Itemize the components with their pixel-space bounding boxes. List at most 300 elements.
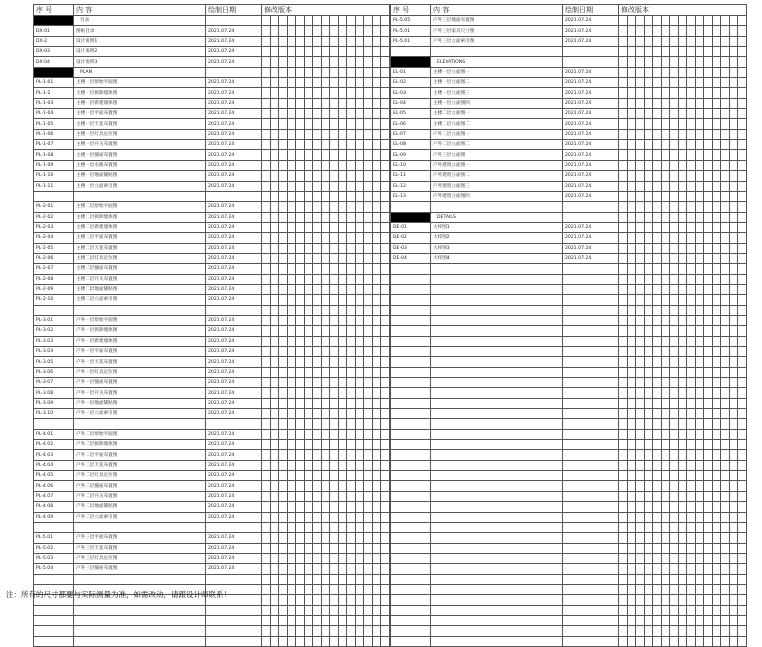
- cell-date: 2021.07.24: [206, 491, 262, 501]
- revision-cell: [729, 398, 738, 408]
- revision-cell: [287, 367, 296, 377]
- revision-cell: [279, 429, 288, 439]
- revision-cell: [270, 47, 279, 57]
- cell-date: [563, 419, 619, 429]
- revision-cell: [321, 502, 330, 512]
- revision-cell: [279, 419, 288, 429]
- cell-number: [391, 553, 431, 563]
- revision-cell: [381, 181, 390, 191]
- table-row: [34, 533, 390, 543]
- revision-cell: [270, 222, 279, 232]
- revision-cell: [653, 502, 662, 512]
- revision-cell: [321, 98, 330, 108]
- revision-cell: [313, 419, 322, 429]
- revision-cell: [381, 129, 390, 139]
- revision-cell: [644, 119, 653, 129]
- revision-cell: [279, 553, 288, 563]
- revision-cell: [296, 57, 305, 67]
- revision-cell: [653, 253, 662, 263]
- revision-cell: [627, 378, 636, 388]
- revision-cell: [330, 522, 339, 532]
- revision-cell: [653, 398, 662, 408]
- table-row: [34, 253, 390, 263]
- cell-date: [563, 615, 619, 625]
- revision-cell: [712, 347, 721, 357]
- revision-cell: [330, 233, 339, 243]
- revision-cell: [287, 357, 296, 367]
- revision-cell: [687, 305, 696, 315]
- revision-cell: [381, 16, 390, 26]
- revision-cell: [695, 491, 704, 501]
- revision-cell: [729, 543, 738, 553]
- revision-cell: [695, 222, 704, 232]
- revision-cell: [695, 129, 704, 139]
- cell-number: [391, 543, 431, 553]
- cell-number: EL-11: [391, 171, 431, 181]
- revision-cell: [738, 160, 747, 170]
- revision-cell: [661, 409, 670, 419]
- revision-cell: [338, 264, 347, 274]
- cell-number: [391, 326, 431, 336]
- revision-cell: [279, 615, 288, 625]
- revision-cell: [262, 222, 271, 232]
- revision-cell: [729, 626, 738, 636]
- revision-cell: [313, 502, 322, 512]
- drawing-index-table-right: [390, 4, 747, 647]
- revision-cell: [338, 243, 347, 253]
- revision-cell: [738, 305, 747, 315]
- revision-cell: [372, 233, 381, 243]
- cell-content: 户外二层开关布置图: [74, 491, 206, 501]
- revision-cell: [313, 574, 322, 584]
- revision-cell: [729, 315, 738, 325]
- revision-cell: [304, 78, 313, 88]
- revision-cell: [712, 274, 721, 284]
- cell-content: [74, 191, 206, 201]
- revision-cell: [627, 140, 636, 150]
- revision-cell: [321, 264, 330, 274]
- revision-cell: [330, 574, 339, 584]
- cell-number: PL-1-03: [34, 98, 74, 108]
- revision-cell: [619, 326, 628, 336]
- revision-cell: [287, 419, 296, 429]
- revision-cell: [661, 160, 670, 170]
- revision-cell: [729, 222, 738, 232]
- revision-cell: [619, 533, 628, 543]
- cell-content: 主楼二层原始平面图: [74, 202, 206, 212]
- revision-cell: [372, 78, 381, 88]
- revision-cell: [704, 357, 713, 367]
- revision-cell: [304, 98, 313, 108]
- cell-content: [431, 440, 563, 450]
- revision-cell: [644, 429, 653, 439]
- cell-content: 户外三层天花布置图: [74, 543, 206, 553]
- revision-cell: [304, 26, 313, 36]
- revision-cell: [670, 150, 679, 160]
- revision-cell: [712, 615, 721, 625]
- cell-number: EL-02: [391, 78, 431, 88]
- revision-cell: [355, 191, 364, 201]
- revision-cell: [296, 47, 305, 57]
- revision-cell: [313, 150, 322, 160]
- table-row: [34, 502, 390, 512]
- revision-cell: [729, 202, 738, 212]
- revision-cell: [381, 553, 390, 563]
- revision-cell: [738, 181, 747, 191]
- section-marker: [391, 57, 431, 67]
- revision-cell: [729, 140, 738, 150]
- cell-date: 2021.07.24: [206, 388, 262, 398]
- revision-cell: [279, 481, 288, 491]
- revision-cell: [670, 222, 679, 232]
- revision-cell: [262, 471, 271, 481]
- cell-number: [391, 450, 431, 460]
- revision-cell: [670, 171, 679, 181]
- cell-number: PL-3.07: [34, 378, 74, 388]
- revision-cell: [304, 471, 313, 481]
- revision-cell: [313, 98, 322, 108]
- cell-date: [563, 440, 619, 450]
- empty-row: [391, 347, 747, 357]
- revision-cell: [364, 233, 373, 243]
- revision-cell: [347, 129, 356, 139]
- revision-cell: [330, 584, 339, 594]
- revision-cell: [287, 398, 296, 408]
- cell-number: PL-2-09: [34, 284, 74, 294]
- revision-cell: [287, 347, 296, 357]
- revision-cell: [270, 315, 279, 325]
- revision-cell: [330, 57, 339, 67]
- revision-cell: [627, 502, 636, 512]
- table-row: [34, 429, 390, 439]
- revision-cell: [364, 502, 373, 512]
- revision-cell: [695, 26, 704, 36]
- revision-cell: [355, 78, 364, 88]
- cell-content: [431, 522, 563, 532]
- revision-cell: [738, 574, 747, 584]
- cell-date: 2021.07.24: [206, 315, 262, 325]
- revision-cell: [687, 202, 696, 212]
- revision-cell: [338, 57, 347, 67]
- revision-cell: [355, 502, 364, 512]
- revision-cell: [636, 398, 645, 408]
- revision-cell: [381, 284, 390, 294]
- cell-date: [563, 481, 619, 491]
- revision-cell: [738, 78, 747, 88]
- revision-cell: [670, 419, 679, 429]
- revision-cell: [347, 460, 356, 470]
- revision-cell: [347, 605, 356, 615]
- revision-cell: [355, 160, 364, 170]
- revision-cell: [704, 388, 713, 398]
- revision-cell: [661, 181, 670, 191]
- revision-cell: [670, 98, 679, 108]
- revision-cell: [653, 160, 662, 170]
- revision-cell: [321, 626, 330, 636]
- revision-cell: [287, 440, 296, 450]
- revision-cell: [338, 16, 347, 26]
- cell-number: DX-04: [34, 57, 74, 67]
- cell-content: 户外二层天花布置图: [74, 460, 206, 470]
- cell-content: [431, 284, 563, 294]
- revision-cell: [619, 388, 628, 398]
- revision-cell: [321, 212, 330, 222]
- revision-cell: [347, 491, 356, 501]
- revision-cell: [687, 16, 696, 26]
- revision-cell: [287, 553, 296, 563]
- cell-date: 2021.07.24: [563, 36, 619, 46]
- cell-number: DE-01: [391, 222, 431, 232]
- revision-cell: [296, 67, 305, 77]
- table-row: [34, 367, 390, 377]
- cell-number: [391, 264, 431, 274]
- revision-cell: [653, 26, 662, 36]
- revision-cell: [653, 460, 662, 470]
- revision-cell: [381, 202, 390, 212]
- revision-cell: [653, 605, 662, 615]
- revision-cell: [636, 429, 645, 439]
- revision-cell: [712, 553, 721, 563]
- revision-cell: [330, 347, 339, 357]
- revision-cell: [661, 605, 670, 615]
- cell-number: PL-2-02: [34, 212, 74, 222]
- revision-cell: [729, 615, 738, 625]
- revision-cell: [296, 636, 305, 646]
- cell-content: 户外一层新建墙体图: [74, 336, 206, 346]
- revision-cell: [670, 305, 679, 315]
- revision-cell: [338, 67, 347, 77]
- revision-cell: [704, 502, 713, 512]
- revision-cell: [695, 378, 704, 388]
- revision-cell: [338, 543, 347, 553]
- cell-number: PL-5.05: [391, 16, 431, 26]
- table-row: [34, 202, 390, 212]
- revision-cell: [661, 419, 670, 429]
- cell-content: 户外三层平面布置图: [74, 533, 206, 543]
- revision-cell: [279, 274, 288, 284]
- revision-cell: [653, 357, 662, 367]
- revision-cell: [338, 347, 347, 357]
- revision-cell: [729, 326, 738, 336]
- revision-cell: [279, 564, 288, 574]
- revision-cell: [653, 140, 662, 150]
- revision-cell: [687, 191, 696, 201]
- empty-row: [391, 584, 747, 594]
- revision-cell: [644, 305, 653, 315]
- revision-cell: [262, 481, 271, 491]
- revision-cell: [262, 450, 271, 460]
- revision-cell: [712, 315, 721, 325]
- revision-cell: [619, 315, 628, 325]
- cell-number: [391, 284, 431, 294]
- spacer-row: [391, 47, 747, 57]
- cell-date: 2021.07.24: [206, 429, 262, 439]
- revision-cell: [704, 140, 713, 150]
- revision-cell: [381, 502, 390, 512]
- revision-cell: [364, 315, 373, 325]
- revision-cell: [279, 88, 288, 98]
- revision-cell: [296, 574, 305, 584]
- revision-cell: [653, 78, 662, 88]
- revision-cell: [355, 471, 364, 481]
- cell-number: PL-5.01: [391, 26, 431, 36]
- cell-number: [391, 398, 431, 408]
- revision-cell: [636, 584, 645, 594]
- revision-cell: [653, 471, 662, 481]
- revision-cell: [355, 460, 364, 470]
- revision-cell: [347, 564, 356, 574]
- revision-cell: [670, 243, 679, 253]
- revision-cell: [644, 336, 653, 346]
- cell-content: 设计说明2: [74, 47, 206, 57]
- revision-cell: [313, 491, 322, 501]
- revision-cell: [330, 357, 339, 367]
- revision-cell: [738, 512, 747, 522]
- revision-cell: [296, 212, 305, 222]
- revision-cell: [372, 419, 381, 429]
- revision-cell: [644, 626, 653, 636]
- revision-cell: [627, 36, 636, 46]
- revision-cell: [644, 491, 653, 501]
- revision-cell: [627, 398, 636, 408]
- revision-cell: [338, 429, 347, 439]
- cell-date: [563, 429, 619, 439]
- revision-cell: [712, 140, 721, 150]
- revision-cell: [695, 233, 704, 243]
- revision-cell: [670, 253, 679, 263]
- revision-cell: [627, 253, 636, 263]
- revision-cell: [338, 181, 347, 191]
- revision-cell: [279, 502, 288, 512]
- cell-content: 主楼二层插座布置图: [74, 264, 206, 274]
- revision-cell: [627, 160, 636, 170]
- revision-cell: [372, 119, 381, 129]
- revision-cell: [661, 36, 670, 46]
- revision-cell: [729, 429, 738, 439]
- revision-cell: [721, 140, 730, 150]
- revision-cell: [704, 398, 713, 408]
- table-row: [34, 98, 390, 108]
- revision-cell: [347, 160, 356, 170]
- revision-cell: [321, 347, 330, 357]
- revision-cell: [695, 398, 704, 408]
- revision-cell: [712, 243, 721, 253]
- revision-cell: [729, 419, 738, 429]
- revision-cell: [738, 440, 747, 450]
- cell-date: 2021.07.24: [563, 140, 619, 150]
- revision-cell: [313, 378, 322, 388]
- revision-cell: [279, 16, 288, 26]
- cell-content: [74, 615, 206, 625]
- revision-cell: [372, 109, 381, 119]
- revision-cell: [670, 367, 679, 377]
- revision-cell: [355, 626, 364, 636]
- revision-cell: [636, 450, 645, 460]
- cell-content: 户外一层灯具定位图: [74, 367, 206, 377]
- cell-date: [563, 57, 619, 67]
- table-row: [391, 88, 747, 98]
- revision-cell: [347, 150, 356, 160]
- revision-cell: [729, 522, 738, 532]
- revision-cell: [296, 533, 305, 543]
- revision-cell: [338, 233, 347, 243]
- cell-content: [431, 502, 563, 512]
- cell-date: [206, 636, 262, 646]
- revision-cell: [372, 367, 381, 377]
- revision-cell: [364, 67, 373, 77]
- revision-cell: [712, 160, 721, 170]
- revision-cell: [279, 305, 288, 315]
- revision-cell: [636, 522, 645, 532]
- revision-cell: [270, 605, 279, 615]
- revision-cell: [287, 181, 296, 191]
- revision-cell: [729, 119, 738, 129]
- revision-cell: [270, 636, 279, 646]
- revision-cell: [270, 378, 279, 388]
- revision-cell: [644, 78, 653, 88]
- revision-cell: [704, 109, 713, 119]
- revision-cell: [338, 636, 347, 646]
- revision-cell: [729, 181, 738, 191]
- cell-content: [431, 574, 563, 584]
- table-row: [34, 36, 390, 46]
- revision-cell: [738, 243, 747, 253]
- revision-cell: [372, 160, 381, 170]
- revision-cell: [355, 67, 364, 77]
- revision-cell: [695, 336, 704, 346]
- revision-cell: [270, 460, 279, 470]
- revision-cell: [347, 419, 356, 429]
- table-row: [34, 295, 390, 305]
- revision-cell: [304, 615, 313, 625]
- revision-cell: [262, 119, 271, 129]
- revision-cell: [296, 522, 305, 532]
- revision-cell: [653, 88, 662, 98]
- revision-cell: [270, 305, 279, 315]
- cell-content: [431, 315, 563, 325]
- cell-number: PL-1-04: [34, 109, 74, 119]
- revision-cell: [372, 202, 381, 212]
- revision-cell: [287, 615, 296, 625]
- revision-cell: [262, 233, 271, 243]
- revision-cell: [262, 67, 271, 77]
- cell-content: 大样图4: [431, 253, 563, 263]
- revision-cell: [355, 615, 364, 625]
- revision-cell: [347, 274, 356, 284]
- cell-number: PL-2-03: [34, 222, 74, 232]
- revision-cell: [687, 88, 696, 98]
- revision-cell: [721, 553, 730, 563]
- revision-cell: [687, 378, 696, 388]
- revision-cell: [262, 357, 271, 367]
- revision-cell: [712, 584, 721, 594]
- revision-cell: [661, 67, 670, 77]
- revision-cell: [321, 378, 330, 388]
- revision-cell: [296, 36, 305, 46]
- revision-cell: [381, 409, 390, 419]
- revision-cell: [729, 471, 738, 481]
- cell-content: 主楼一层拆除墙体图: [74, 88, 206, 98]
- revision-cell: [704, 119, 713, 129]
- revision-cell: [364, 450, 373, 460]
- revision-cell: [678, 47, 687, 57]
- revision-cell: [636, 295, 645, 305]
- revision-cell: [304, 315, 313, 325]
- revision-cell: [287, 388, 296, 398]
- revision-cell: [704, 367, 713, 377]
- revision-cell: [653, 295, 662, 305]
- revision-cell: [721, 171, 730, 181]
